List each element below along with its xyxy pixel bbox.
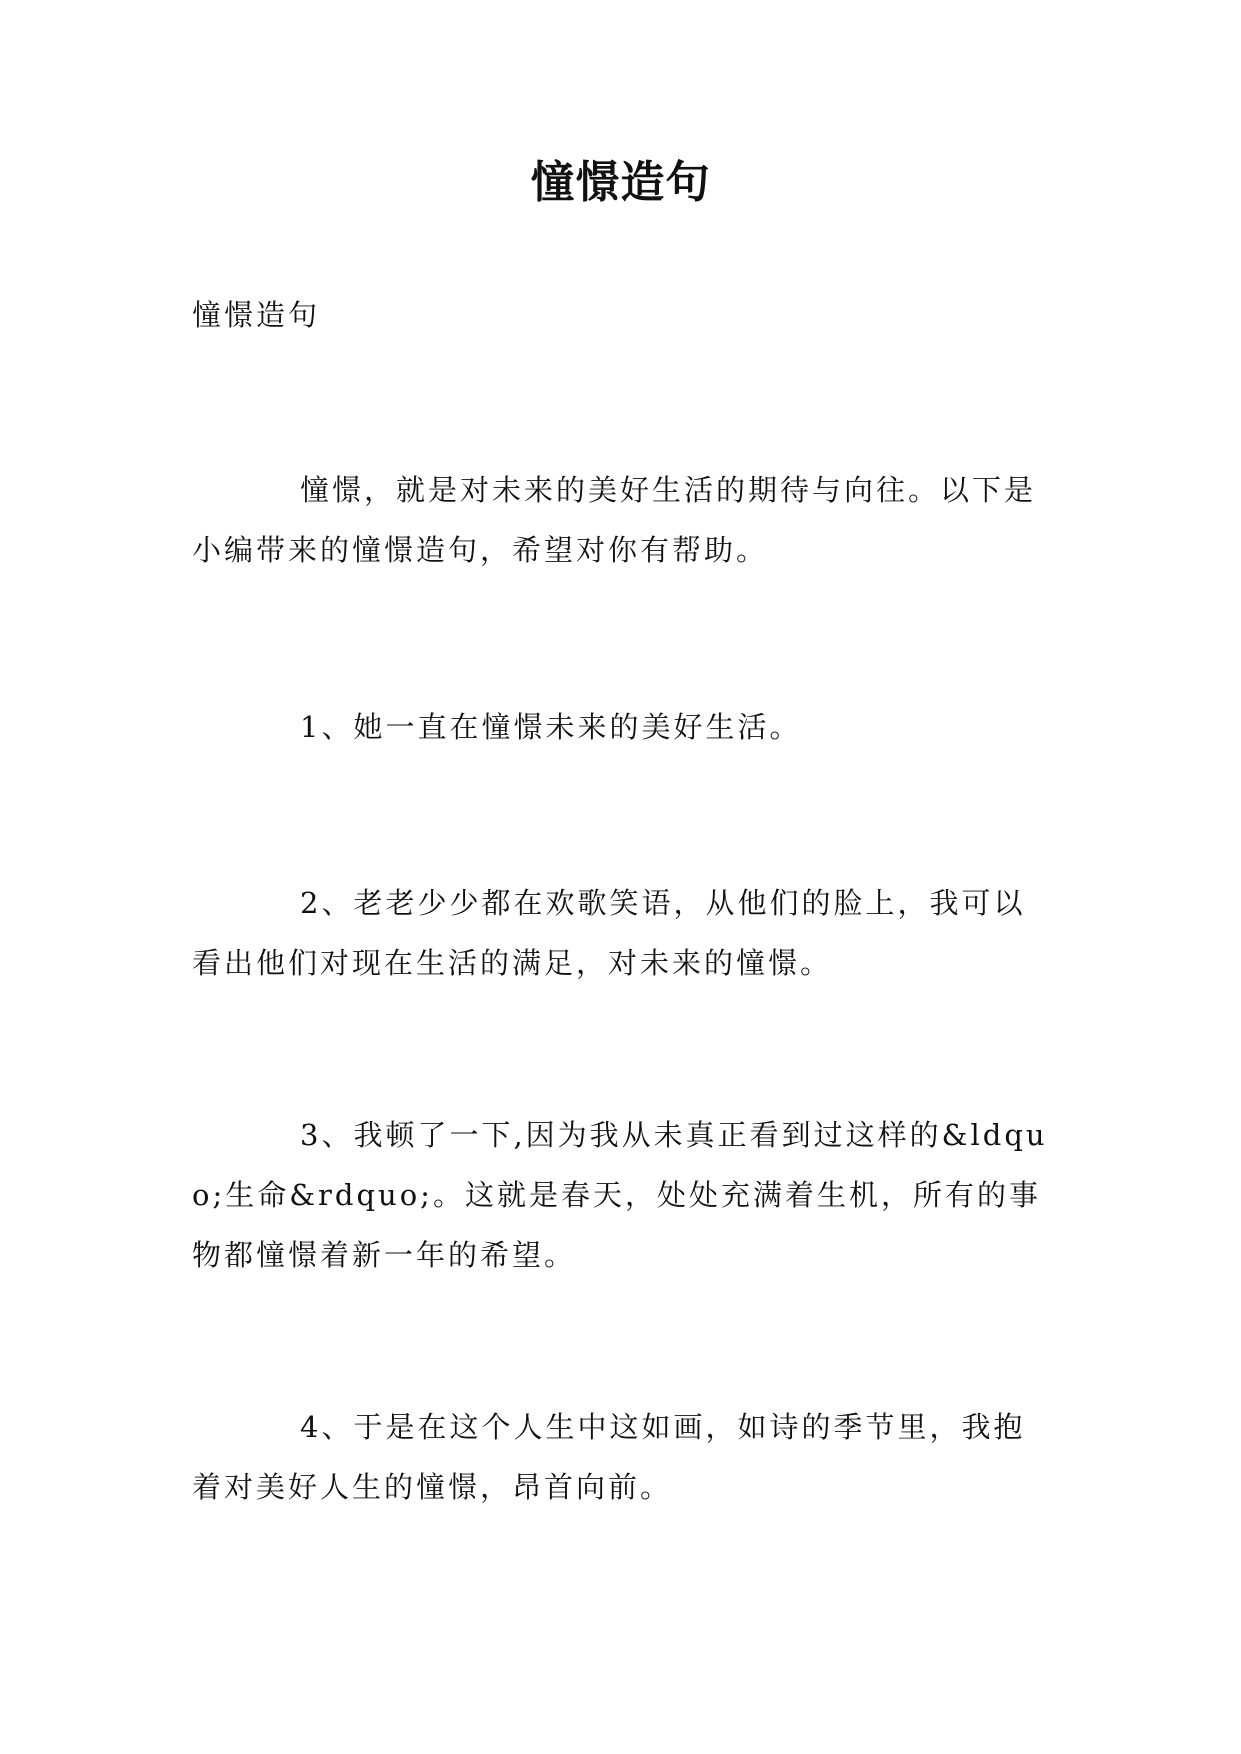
sentence-paragraph-1: 1、她一直在憧憬未来的美好生活。 [300,710,802,744]
document-subtitle: 憧憬造句 [192,298,321,332]
sentence-paragraph-3: 3、我顿了一下,因为我从未真正看到过这样的&ldquo;生命&rdquo;。这就是春天，处处充满着生机，所有的事物都憧憬着新一年的希望。 [192,1118,1048,1272]
sentence-paragraph-2: 2、老老少少都在欢歌笑语，从他们的脸上，我可以看出他们对现在生活的满足，对未来的憧憬。 [192,886,1026,980]
intro-paragraph: 憧憬，就是对未来的美好生活的期待与向往。以下是小编带来的憧憬造句，希望对你有帮助。 [192,473,1037,567]
document-title: 憧憬造句 [530,157,711,208]
sentence-paragraph-4: 4、于是在这个人生中这如画，如诗的季节里，我抱着对美好人生的憧憬，昂首向前。 [192,1410,1026,1504]
